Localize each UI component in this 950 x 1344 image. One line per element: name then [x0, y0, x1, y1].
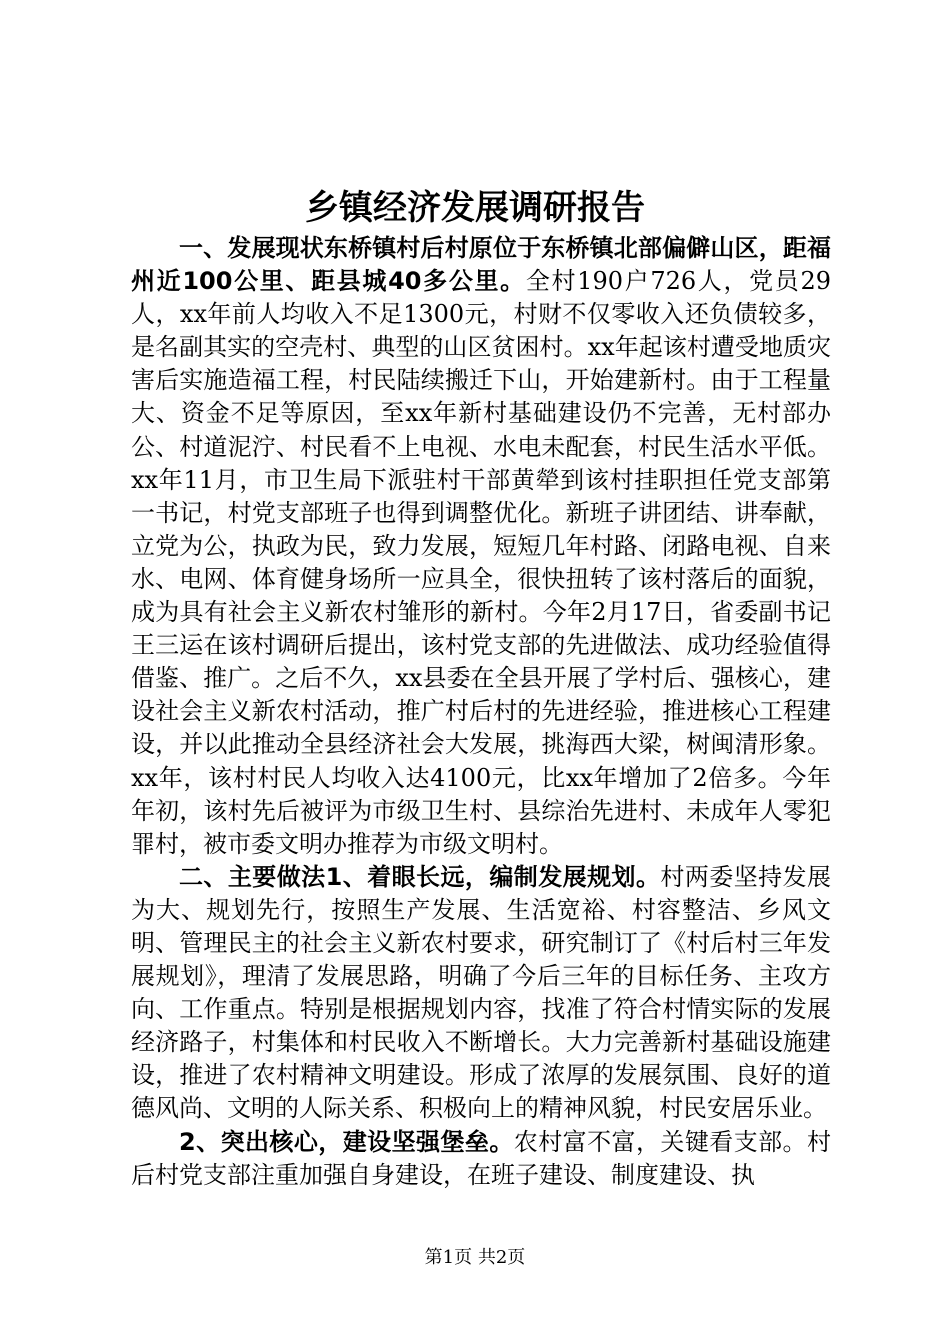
paragraph-methods [131, 861, 831, 1126]
paragraph-text: 农村富不富，关键看支部。村后村党支部注重加强自身建设，在班子建设、制度建设、执 [131, 1127, 831, 1189]
paragraph-lead: 二、主要做法1、着眼长远，编制发展规划。 [179, 862, 661, 891]
document-title: 乡镇经济发展调研报告 [305, 188, 645, 228]
page-number: 第1页 共2页 [424, 1247, 526, 1268]
paragraph-lead: 一、发展现状东桥镇村后村原位于东桥镇北部偏僻山区，距福州近100公里、距县城40多公里。 [131, 234, 831, 296]
paragraph-status [131, 232, 831, 861]
paragraph-text: 村两委坚持发展为大、规划先行，按照生产发展、生活宽裕、村容整洁、乡风文明、管理民主的社会主义新农村要求，研究制订了《村后村三年发展规划》，理清了发展思路，明确了今后三年的目标任务、主攻方向、工作重点。特别是根据规划内容，找准了符合村情实际的发展经济路子，村集体和村民收入不断增长。大力完善新村基础设施建设，推进了农村精神文明建设。形成了浓厚的发展氛围、良好的道德风尚、文明的人际关系、积极向上的精神风貌，村民安居乐业。 [131, 862, 831, 1123]
paragraph-lead: 2、突出核心，建设坚强堡垒。 [179, 1127, 514, 1156]
paragraph-core [131, 1126, 831, 1192]
document-body [131, 232, 831, 1192]
paragraph-text: 全村190户726人，党员29人，xx年前人均收入不足1300元，村财不仅零收入还负债较多，是名副其实的空壳村、典型的山区贫困村。xx年起该村遭受地质灾害后实施造福工程，村民陆续搬迁下山，开始建新村。由于工程量大、资金不足等原因，至xx年新村基础建设仍不完善，无村部办公、村道泥泞、村民看不上电视、水电未配套，村民生活水平低。xx年11月，市卫生局下派驻村干部黄犖到该村挂职担任党支部第一书记，村党支部班子也得到调整优化。新班子讲团结、讲奉献，立党为公，执政为民，致力发展，短短几年村路、闭路电视、自来水、电网、体育健身场所一应具全，很快扭转了该村落后的面貌，成为具有社会主义新农村雏形的新村。今年2月17日，省委副书记王三运在该村调研后提出，该村党支部的先进做法、成功经验值得借鉴、推广。之后不久，xx县委在全县开展了学村后、强核心，建设社会主义新农村活动，推广村后村的先进经验，推进核心工程建设，并以此推动全县经济社会大发展，挑海西大梁，树闽清形象。xx年，该村村民人均收入达4100元，比xx年增加了2倍多。今年年初，该村先后被评为市级卫生村、县综治先进村、未成年人零犯罪村，被市委文明办推荐为市级文明村。 [131, 267, 832, 858]
